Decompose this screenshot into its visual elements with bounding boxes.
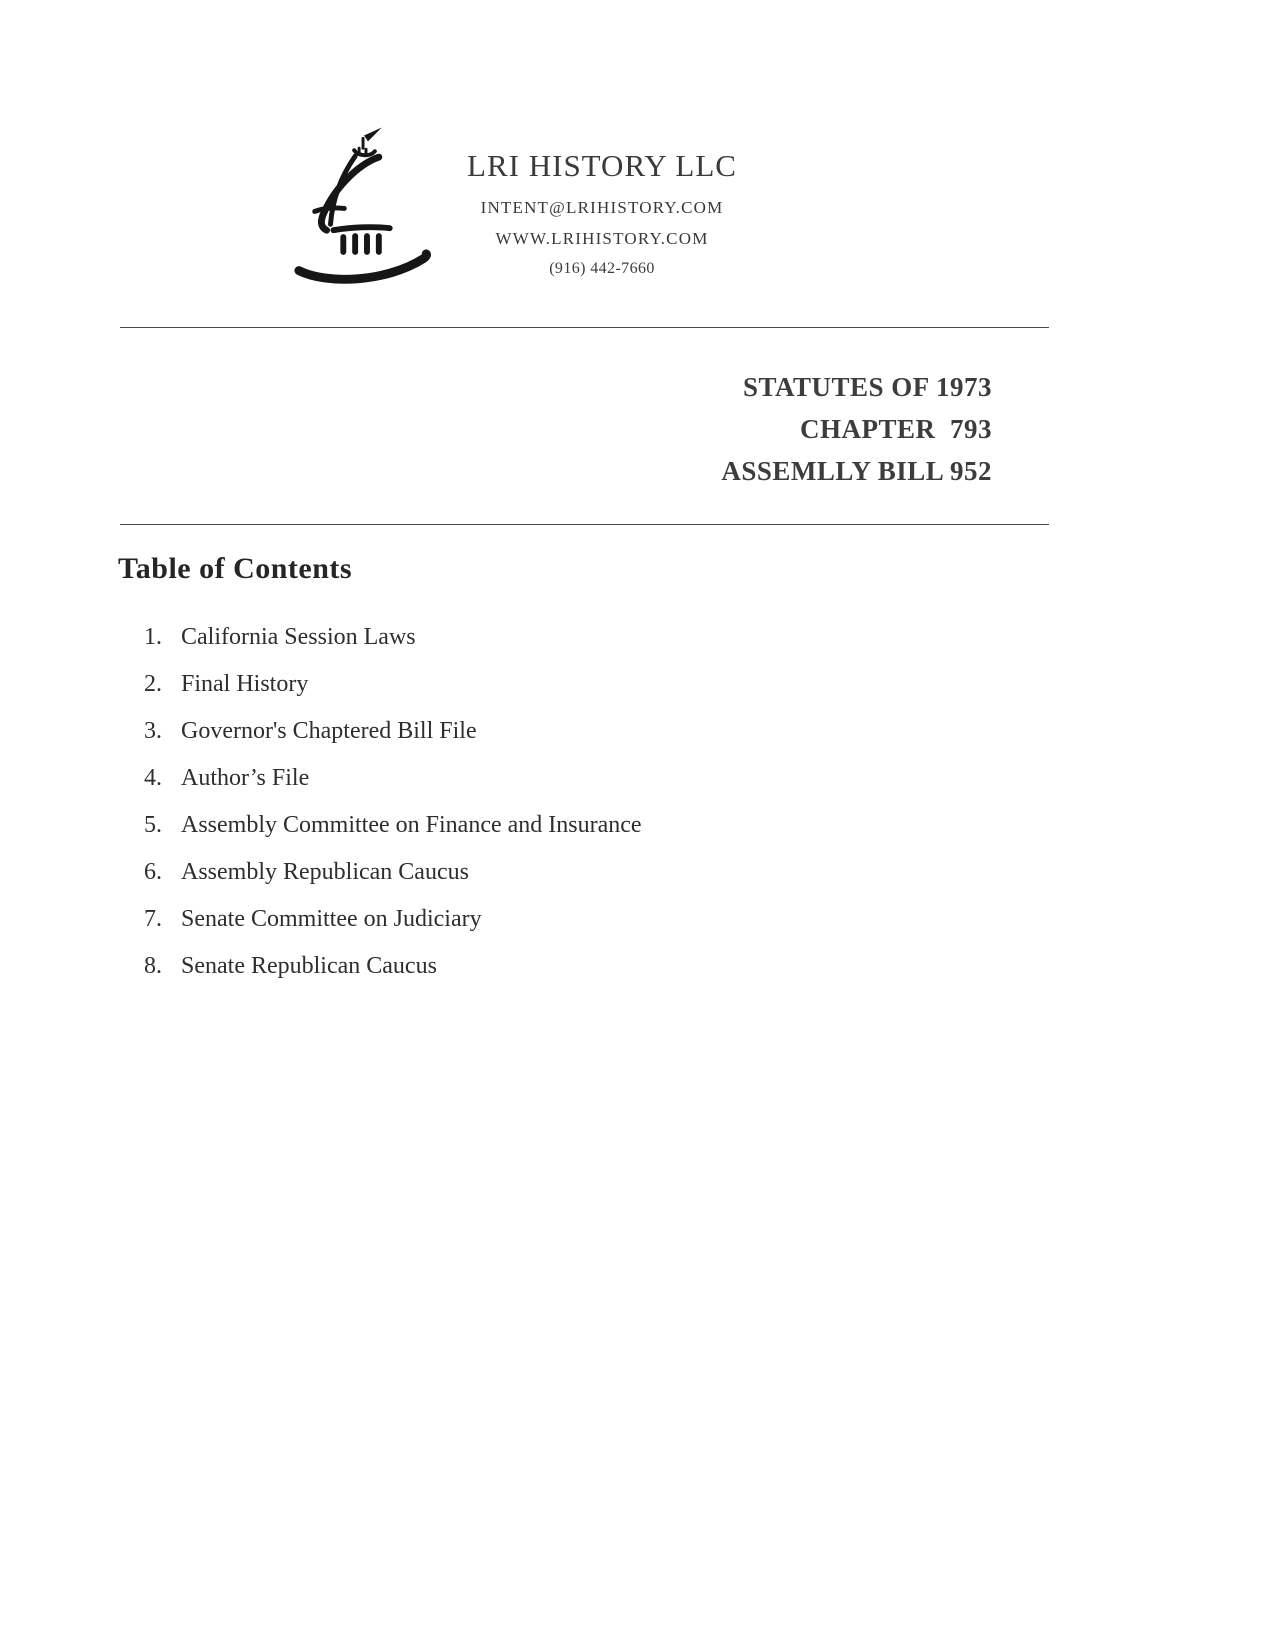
chapter-number-line: CHAPTER 793	[799, 414, 992, 444]
toc-item-label: California Session Laws	[181, 624, 416, 650]
title-block	[721, 366, 992, 492]
toc-item-number: 8.	[144, 953, 162, 979]
statutes-year-line: STATUTES OF 1973	[742, 372, 992, 402]
divider-bottom	[120, 524, 1049, 525]
divider-top	[120, 327, 1049, 328]
table-of-contents	[118, 552, 1038, 1000]
toc-item-number: 4.	[144, 765, 162, 791]
toc-item-number: 6.	[144, 859, 162, 885]
company-phone: (916) 442-7660	[549, 260, 655, 277]
toc-item-label: Senate Committee on Judiciary	[181, 906, 482, 932]
toc-item-number: 1.	[144, 624, 162, 650]
toc-item	[144, 765, 1038, 812]
toc-heading: Table of Contents	[118, 552, 353, 585]
toc-item-label: Assembly Republican Caucus	[181, 859, 469, 885]
toc-item	[144, 624, 1038, 671]
toc-item-label: Author’s File	[181, 765, 310, 791]
toc-list	[118, 624, 1038, 1000]
toc-item-number: 3.	[144, 718, 162, 744]
toc-item-number: 2.	[144, 671, 162, 697]
toc-item-label: Senate Republican Caucus	[181, 953, 437, 979]
toc-item	[144, 718, 1038, 765]
toc-item	[144, 953, 1038, 1000]
letterhead-text	[402, 148, 802, 278]
toc-item-number: 5.	[144, 812, 162, 838]
toc-item	[144, 859, 1038, 906]
company-email: INTENT@LRIHISTORY.COM	[480, 198, 724, 217]
toc-item	[144, 812, 1038, 859]
toc-item-label: Final History	[181, 671, 309, 697]
toc-item	[144, 906, 1038, 953]
toc-item-label: Assembly Committee on Finance and Insurance	[181, 812, 642, 838]
company-website: WWW.LRIHISTORY.COM	[495, 229, 709, 248]
toc-item-label: Governor's Chaptered Bill File	[181, 718, 477, 744]
company-name: LRI HISTORY LLC	[467, 148, 737, 183]
toc-item	[144, 671, 1038, 718]
assembly-bill-line: ASSEMLLY BILL 952	[721, 456, 992, 486]
toc-item-number: 7.	[144, 906, 162, 932]
